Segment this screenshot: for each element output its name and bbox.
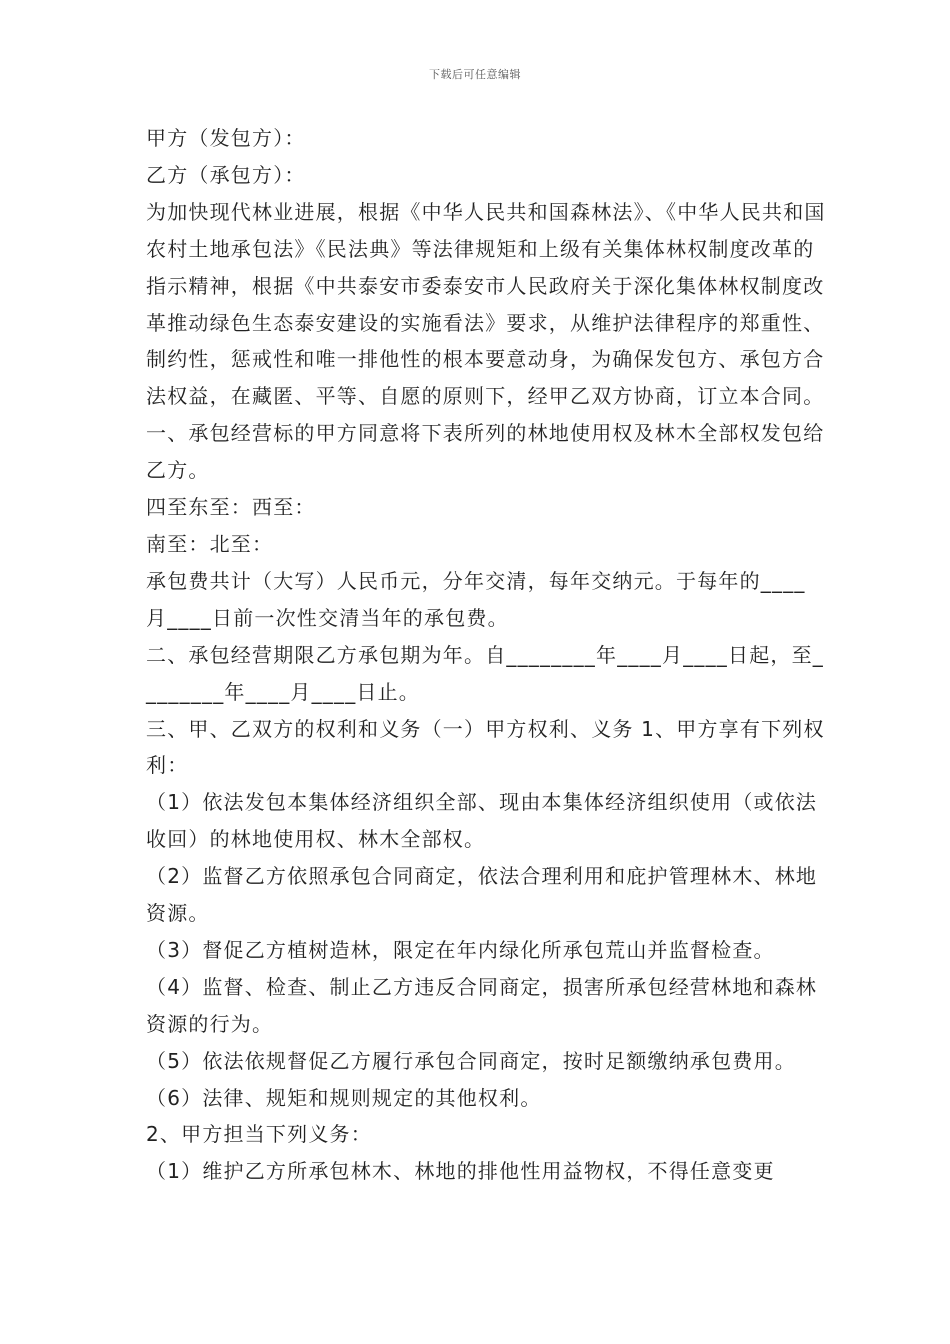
contract-body <box>146 120 826 1190</box>
party-a-right-5: （5）依法依规督促乙方履行承包合同商定，按时足额缴纳承包费用。 <box>146 1048 796 1073</box>
section-one-paragraph: 一、承包经营标的甲方同意将下表所列的林地使用权及林木全部权发包给乙方。 <box>146 421 825 483</box>
party-a-right-6: （6）法律、规矩和规则规定的其他权利。 <box>146 1085 542 1110</box>
party-a-duty-1: （1）维护乙方所承包林木、林地的排他性用益物权，不得任意变更 <box>146 1159 775 1184</box>
party-b-line: 乙方（承包方）： <box>146 162 306 187</box>
party-a-right-1: （1）依法发包本集体经济组织全部、现由本集体经济组织使用（或依法收回）的林地使用权、林木全部权。 <box>146 790 818 852</box>
party-a-right-3: （3）督促乙方植树造林，限定在年内绿化所承包荒山并监督检查。 <box>146 937 775 962</box>
party-a-right-2: （2）监督乙方依照承包合同商定，依法合理利用和庇护管理林木、林地资源。 <box>146 864 818 926</box>
boundaries-east-west: 四至东至：西至： <box>146 495 316 520</box>
preamble-paragraph: 为加快现代林业进展，根据《中华人民共和国森林法》、《中华人民共和国农村土地承包法》《民法典》等法律规矩和上级有关集体林权制度改革的指示精神，根据《中共泰安市委泰安市人民政府关于深化集体林权制度改革推动绿色生态泰安建设的实施看法》要求，从维护法律程序的郑重性、制约性，惩戒性和唯一排他性的根本要意动身，为确保发包方、承包方合法权益，在藏匿、平等、自愿的原则下，经甲乙双方协商，订立本合同。 <box>146 199 826 409</box>
section-two-paragraph: 二、承包经营期限乙方承包期为年。自________年____月____日起，至________年____月____日止。 <box>146 642 824 704</box>
party-a-line: 甲方（发包方）： <box>146 126 306 150</box>
party-a-right-4: （4）监督、检查、制止乙方违反合同商定，损害所承包经营林地和森林资源的行为。 <box>146 974 818 1036</box>
party-a-duties-heading: 2、甲方担当下列义务： <box>146 1122 372 1147</box>
page-header: 下载后可任意编辑 <box>429 68 521 81</box>
section-three-paragraph: 三、甲、乙双方的权利和义务（一）甲方权利、义务 1、甲方享有下列权利： <box>146 716 825 778</box>
boundaries-south-north: 南至：北至： <box>146 531 274 556</box>
contract-fee-paragraph: 承包费共计（大写）人民币元，分年交清，每年交纳元。于每年的____月____日前一次性交清当年的承包费。 <box>146 568 806 630</box>
